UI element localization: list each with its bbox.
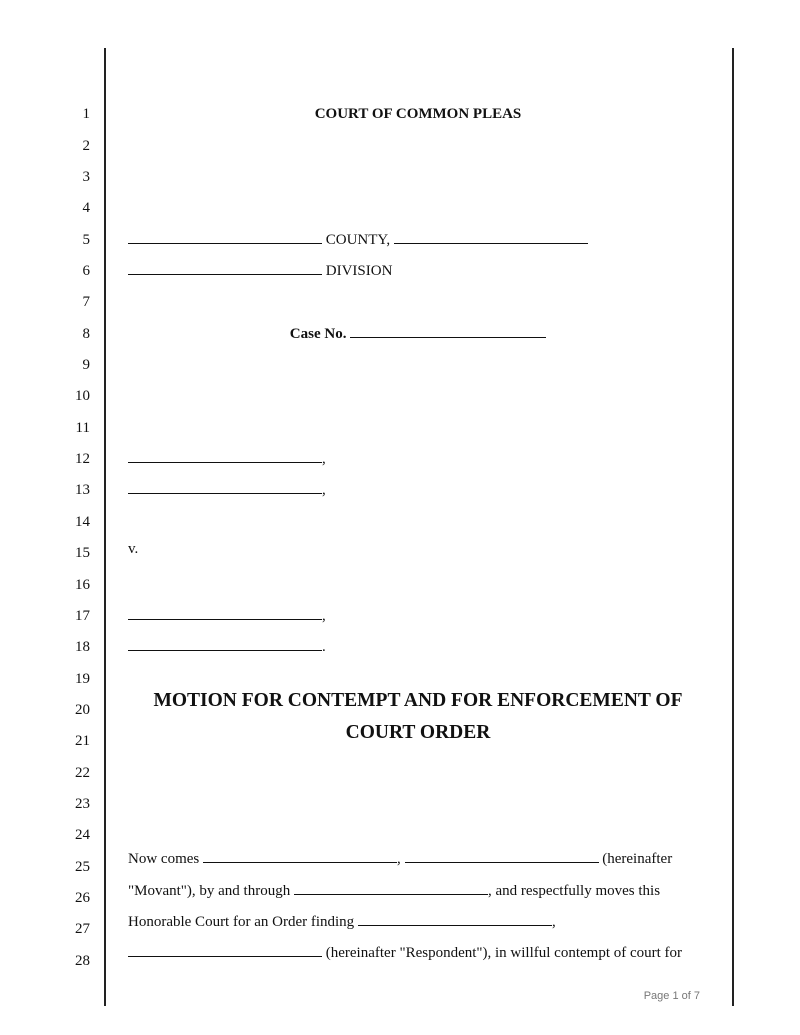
attorney-blank[interactable] xyxy=(294,882,488,895)
defendant-line-1 xyxy=(128,607,326,625)
body-text: (hereinafter xyxy=(602,851,673,867)
county-line xyxy=(128,231,588,249)
case-number-label: Case No. xyxy=(289,326,347,342)
line-number: 13 xyxy=(75,482,90,498)
court-name: COURT OF COMMON PLEAS xyxy=(314,106,522,122)
case-number-line xyxy=(104,325,732,343)
line-number: 11 xyxy=(75,420,90,436)
body-text: Now comes xyxy=(128,851,200,867)
line-number: 26 xyxy=(75,890,90,906)
line-number: 10 xyxy=(75,388,90,404)
line-number: 12 xyxy=(75,451,90,467)
versus-label: v. xyxy=(128,541,139,557)
punctuation: . xyxy=(322,639,326,655)
body-text: "Movant"), by and through xyxy=(128,883,291,899)
line-number: 1 xyxy=(82,106,90,122)
line-number: 8 xyxy=(82,326,90,342)
punctuation: , xyxy=(322,482,326,498)
line-number: 9 xyxy=(82,357,90,373)
plaintiff-line-1 xyxy=(128,450,326,468)
line-number: 15 xyxy=(75,545,90,561)
body-line-28 xyxy=(128,944,682,962)
line-number: 7 xyxy=(82,294,90,310)
right-margin-rule xyxy=(732,48,734,1006)
respondent-role-blank[interactable] xyxy=(128,944,322,957)
body-line-25 xyxy=(128,850,672,868)
body-line-26 xyxy=(128,882,660,900)
defendant-line-2 xyxy=(128,638,326,656)
line-number: 18 xyxy=(75,639,90,655)
movant-name-blank[interactable] xyxy=(203,850,397,863)
defendant-blank-1[interactable] xyxy=(128,607,322,620)
state-blank[interactable] xyxy=(394,231,588,244)
line-number: 4 xyxy=(82,200,90,216)
body-line-27 xyxy=(128,913,556,931)
line-number: 19 xyxy=(75,671,90,687)
line-number: 5 xyxy=(82,232,90,248)
line-number: 27 xyxy=(75,921,90,937)
line-number: 20 xyxy=(75,702,90,718)
body-text: Honorable Court for an Order finding xyxy=(128,914,355,930)
body-text: , xyxy=(397,851,401,867)
county-blank[interactable] xyxy=(128,231,322,244)
line-number: 23 xyxy=(75,796,90,812)
document-title-line-2: COURT ORDER xyxy=(345,722,491,743)
line-number: 6 xyxy=(82,263,90,279)
body-text: , and respectfully moves this xyxy=(487,883,661,899)
movant-role-blank[interactable] xyxy=(405,850,599,863)
line-number: 3 xyxy=(82,169,90,185)
county-label: COUNTY, xyxy=(325,232,391,248)
line-number: 22 xyxy=(75,765,90,781)
body-text: (hereinafter "Respondent"), in willful contempt of court for xyxy=(325,945,683,961)
punctuation: , xyxy=(322,608,326,624)
body-text: , xyxy=(551,914,556,930)
respondent-name-blank[interactable] xyxy=(358,913,552,926)
line-number: 14 xyxy=(75,514,90,530)
line-number: 25 xyxy=(75,859,90,875)
division-blank[interactable] xyxy=(128,262,322,275)
punctuation: , xyxy=(322,451,326,467)
line-number: 24 xyxy=(75,827,90,843)
defendant-blank-2[interactable] xyxy=(128,638,322,651)
line-number: 28 xyxy=(75,953,90,969)
line-number: 16 xyxy=(75,577,90,593)
division-label: DIVISION xyxy=(325,263,393,279)
line-number: 17 xyxy=(75,608,90,624)
division-line xyxy=(128,262,392,280)
plaintiff-line-2 xyxy=(128,481,326,499)
line-number: 21 xyxy=(75,733,90,749)
document-title-line-1: MOTION FOR CONTEMPT AND FOR ENFORCEMENT OF xyxy=(153,690,683,711)
page-number: Page 1 of 7 xyxy=(643,990,700,1002)
case-number-blank[interactable] xyxy=(350,325,546,338)
left-margin-rule xyxy=(104,48,106,1006)
plaintiff-blank-2[interactable] xyxy=(128,481,322,494)
line-number: 2 xyxy=(82,138,90,154)
plaintiff-blank-1[interactable] xyxy=(128,450,322,463)
